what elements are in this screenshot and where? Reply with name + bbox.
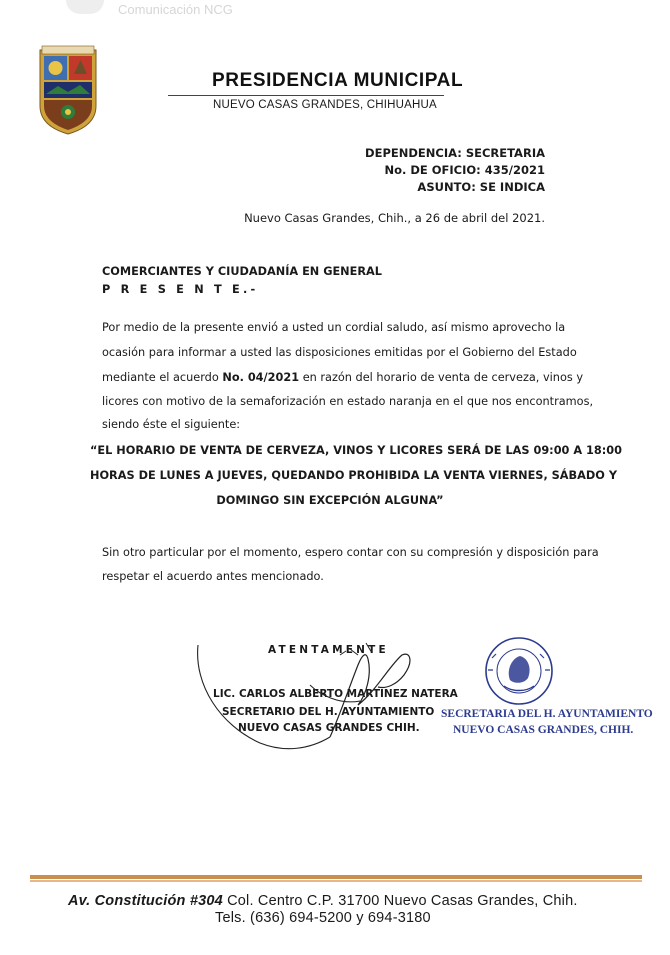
page-title: PRESIDENCIA MUNICIPAL — [212, 70, 464, 91]
quote-line-1: “EL HORARIO DE VENTA DE CERVEZA, VINOS Y LICORES SERÁ DE LAS 09:00 A 18:00 — [90, 444, 622, 457]
signer-role: SECRETARIO DEL H. AYUNTAMIENTO — [222, 706, 435, 718]
footer-rule-secondary — [30, 880, 642, 882]
stamp-line-2: NUEVO CASAS GRANDES, CHIH. — [453, 724, 634, 736]
closing-line-1: Sin otro particular por el momento, espero contar con su compresión y disposición para — [102, 546, 599, 559]
footer-street: Av. Constitución #304 — [68, 893, 223, 909]
body-line-3-pre: mediante el acuerdo — [102, 371, 223, 384]
footer-address-rest: Col. Centro C.P. 31700 Nuevo Casas Grandes, Chih. — [222, 893, 578, 909]
body-line-1: Por medio de la presente envió a usted un cordial saludo, así mismo aprovecho la — [102, 321, 566, 334]
title-rule — [168, 95, 444, 96]
signer-name: LIC. CARLOS ALBERTO MARTINEZ NATERA — [213, 688, 458, 700]
watermark-mark — [66, 0, 104, 14]
atentamente-label: ATENTAMENTE — [268, 644, 389, 656]
recipient-line: COMERCIANTES Y CIUDADANÍA EN GENERAL — [102, 265, 382, 278]
handwritten-signature — [190, 625, 430, 755]
body-line-3-post: en razón del horario de venta de cerveza, vinos y — [299, 371, 584, 384]
meta-asunto: ASUNTO: SE INDICA — [417, 180, 545, 194]
meta-oficio: No. DE OFICIO: 435/2021 — [384, 163, 545, 177]
page-subtitle: NUEVO CASAS GRANDES, CHIHUAHUA — [213, 99, 437, 111]
closing-line-2: respetar el acuerdo antes mencionado. — [102, 570, 324, 583]
body-line-4: licores con motivo de la semaforización en estado naranja en el que nos encontramos, — [102, 395, 594, 408]
meta-dependencia: DEPENDENCIA: SECRETARIA — [365, 146, 545, 160]
watermark-text: Comunicación NCG — [118, 2, 233, 17]
footer-phones: Tels. (636) 694-5200 y 694-3180 — [215, 910, 431, 926]
presente-line: P R E S E N T E.- — [102, 283, 259, 296]
stamp-line-1: SECRETARIA DEL H. AYUNTAMIENTO — [441, 708, 653, 720]
body-line-5: siendo éste el siguiente: — [102, 418, 241, 431]
footer-rule — [30, 875, 642, 879]
official-seal — [470, 636, 568, 706]
quote-line-2: HORAS DE LUNES A JUEVES, QUEDANDO PROHIBIDA LA VENTA VIERNES, SÁBADO Y — [90, 469, 617, 482]
body-line-2: ocasión para informar a usted las disposiciones emitidas por el Gobierno del Estado — [102, 346, 577, 359]
signer-place: NUEVO CASAS GRANDES CHIH. — [238, 722, 420, 734]
footer-address — [68, 893, 578, 909]
agreement-number: No. 04/2021 — [222, 371, 300, 384]
municipal-crest-logo — [38, 44, 98, 136]
document-date: Nuevo Casas Grandes, Chih., a 26 de abril del 2021. — [244, 211, 545, 225]
body-line-3 — [102, 371, 584, 384]
quote-line-3: DOMINGO SIN EXCEPCIÓN ALGUNA” — [216, 494, 444, 507]
